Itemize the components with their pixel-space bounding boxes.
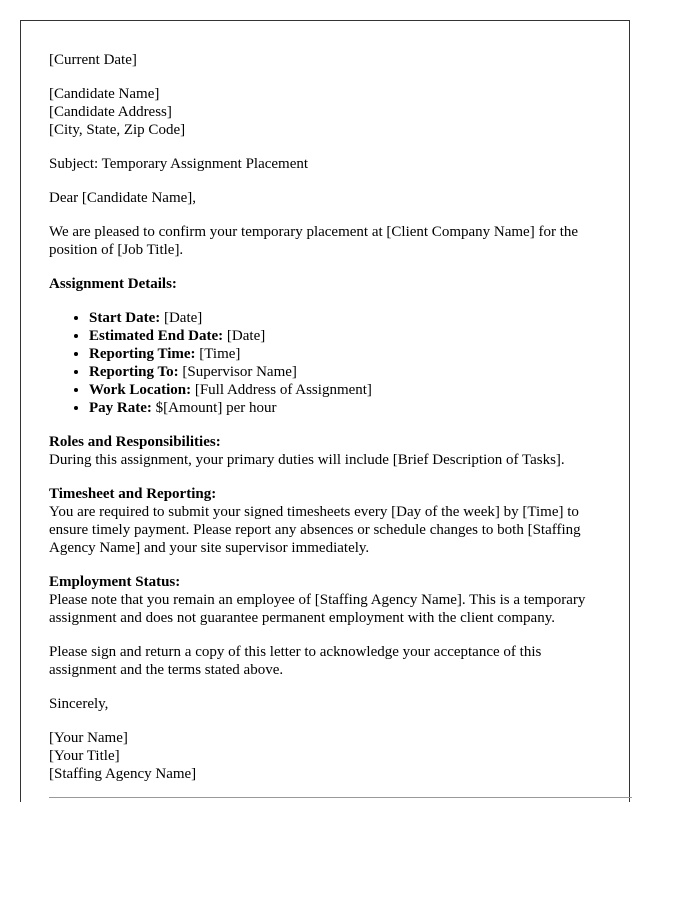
employment-text: Please note that you remain an employee of [Staffing Agency Name]. This is a temporary assignment and does not guarantee permanent employment with the client company. xyxy=(49,592,586,626)
employment-heading: Employment Status: xyxy=(49,574,181,590)
signature-name: [Your Name] xyxy=(49,730,128,746)
detail-value: [Time] xyxy=(195,346,241,362)
roles-text: During this assignment, your primary duties will include [Brief Description of Tasks]. xyxy=(49,452,565,468)
detail-value: [Date] xyxy=(160,310,203,326)
detail-label: Work Location: xyxy=(89,382,192,398)
detail-value: [Supervisor Name] xyxy=(178,364,297,380)
detail-label: Estimated End Date: xyxy=(89,328,224,344)
assignment-details-heading: Assignment Details: xyxy=(49,276,177,292)
salutation: Dear [Candidate Name], xyxy=(49,190,197,206)
detail-label: Start Date: xyxy=(89,310,161,326)
detail-value: [Full Address of Assignment] xyxy=(191,382,372,398)
list-item xyxy=(89,399,601,417)
roles-section xyxy=(49,433,601,469)
recipient-address: [Candidate Address] xyxy=(49,104,172,120)
detail-label: Pay Rate: xyxy=(89,400,152,416)
timesheet-text: You are required to submit your signed timesheets every [Day of the week] by [Time] to ensure timely payment. Please report any absences or schedule changes to both [Staffing Agency Name] and your site supervisor immediately. xyxy=(49,504,581,556)
detail-label: Reporting To: xyxy=(89,364,179,380)
list-item xyxy=(89,363,601,381)
signature-block xyxy=(49,729,601,783)
divider xyxy=(49,797,632,798)
roles-heading: Roles and Responsibilities: xyxy=(49,434,221,450)
signature-agency: [Staffing Agency Name] xyxy=(49,766,197,782)
recipient-city-state-zip: [City, State, Zip Code] xyxy=(49,122,186,138)
timesheet-heading: Timesheet and Reporting: xyxy=(49,486,217,502)
letter-date: [Current Date] xyxy=(49,52,137,68)
recipient-block xyxy=(49,85,601,139)
recipient-name: [Candidate Name] xyxy=(49,86,160,102)
list-item xyxy=(89,327,601,345)
detail-value: [Date] xyxy=(223,328,266,344)
list-item xyxy=(89,309,601,327)
signoff: Sincerely, xyxy=(49,696,109,712)
list-item xyxy=(89,381,601,399)
timesheet-section xyxy=(49,485,601,557)
employment-section xyxy=(49,573,601,627)
detail-value: $[Amount] per hour xyxy=(151,400,277,416)
list-item xyxy=(89,345,601,363)
letter xyxy=(20,20,630,802)
subject-line: Subject: Temporary Assignment Placement xyxy=(49,156,309,172)
intro-paragraph: We are pleased to confirm your temporary placement at [Client Company Name] for the position of [Job Title]. xyxy=(49,224,579,258)
detail-label: Reporting Time: xyxy=(89,346,196,362)
closing-request: Please sign and return a copy of this letter to acknowledge your acceptance of this assignment and the terms stated above. xyxy=(49,644,542,678)
signature-title: [Your Title] xyxy=(49,748,120,764)
assignment-details-list xyxy=(49,309,601,417)
